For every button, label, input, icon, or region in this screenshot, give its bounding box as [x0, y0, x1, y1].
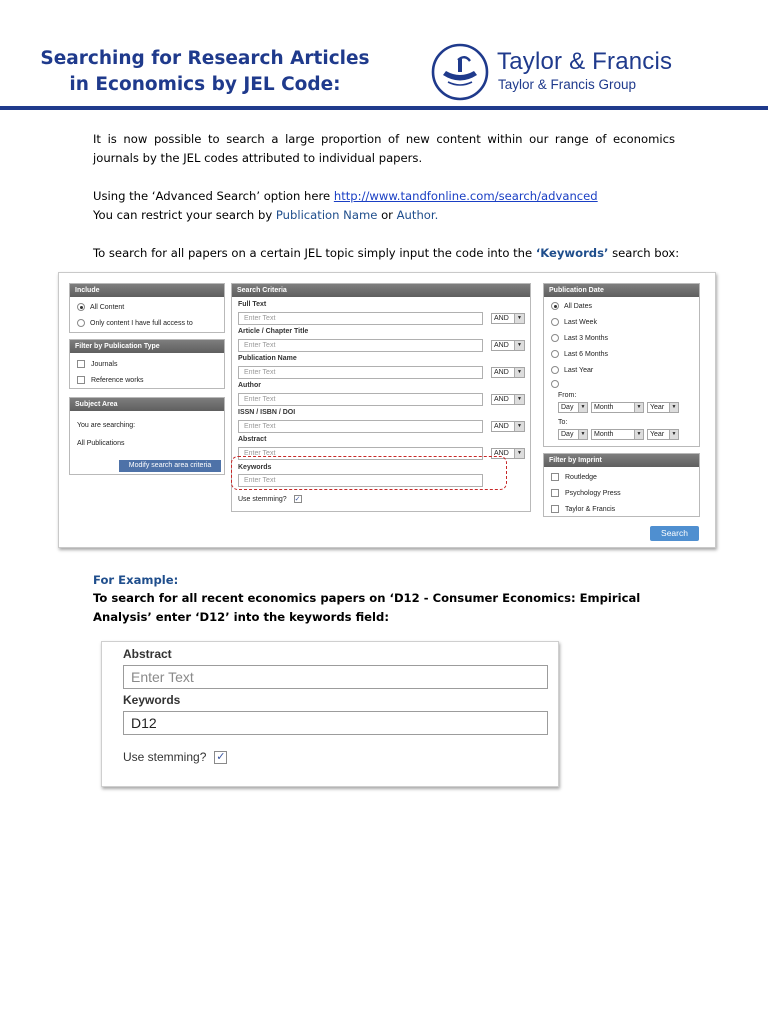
from-day-select[interactable]: Day ▼ — [558, 402, 588, 413]
radio-icon[interactable] — [551, 366, 559, 374]
keywords-prefix: To search for all papers on a certain JEL topic simply input the code into the — [93, 246, 536, 260]
checkbox-icon[interactable] — [551, 473, 559, 481]
taylor-francis-logo-icon — [430, 42, 490, 102]
keywords-term: ‘Keywords’ — [535, 246, 609, 260]
search-button[interactable]: Search — [650, 526, 699, 541]
issn-input[interactable]: Enter Text — [238, 420, 483, 433]
from-month-select[interactable]: Month ▼ — [591, 402, 644, 413]
checkbox-icon[interactable] — [77, 376, 85, 384]
publication-date-heading: Publication Date — [544, 284, 699, 297]
chevron-down-icon: ▼ — [578, 430, 587, 439]
date-to-label: To: — [558, 419, 568, 426]
advanced-search-screenshot — [58, 272, 716, 548]
imprint-panel — [543, 453, 700, 517]
chevron-down-icon: ▼ — [669, 403, 678, 412]
stemming-option[interactable]: Use stemming? ✓ — [238, 495, 301, 503]
chevron-down-icon: ▼ — [514, 449, 524, 458]
abstract-label: Abstract — [238, 436, 267, 443]
intro-paragraph: It is now possible to search a large proportion of new content within our range of economics journals by the JEL codes attributed to individual papers. — [93, 132, 675, 165]
title-input[interactable]: Enter Text — [238, 339, 483, 352]
title-line-2: in Economics by JEL Code: — [69, 74, 341, 95]
advanced-search-line — [93, 187, 675, 206]
subject-area-panel — [69, 397, 225, 475]
chevron-down-icon: ▼ — [634, 403, 643, 412]
example-heading: For Example: — [93, 573, 179, 587]
zoom-abstract-input[interactable]: Enter Text — [123, 665, 548, 689]
author-label: Author — [238, 382, 261, 389]
brand-name: Taylor & Francis — [497, 48, 673, 75]
subject-searching-value: All Publications — [77, 440, 125, 447]
publication-name-input[interactable]: Enter Text — [238, 366, 483, 379]
include-panel — [69, 283, 225, 333]
imprint-heading: Filter by Imprint — [544, 454, 699, 467]
checkbox-icon[interactable] — [551, 489, 559, 497]
pub-type-journals[interactable]: Journals — [77, 360, 117, 368]
title-line-1: Searching for Research Articles — [40, 48, 370, 69]
chevron-down-icon: ▼ — [634, 430, 643, 439]
keywords-zoom-screenshot — [101, 641, 559, 787]
to-year-select[interactable]: Year ▼ — [647, 429, 679, 440]
period: . — [434, 208, 439, 222]
checkmark-icon[interactable]: ✓ — [294, 496, 301, 503]
abstract-operator[interactable]: AND ▼ — [491, 448, 525, 459]
header-divider — [0, 106, 768, 110]
date-all[interactable]: All Dates — [551, 302, 592, 310]
or-word: or — [377, 208, 397, 222]
publication-name-label: Publication Name — [238, 355, 297, 362]
date-last-6-months[interactable]: Last 6 Months — [551, 350, 608, 358]
author-operator[interactable]: AND ▼ — [491, 394, 525, 405]
full-text-label: Full Text — [238, 301, 267, 308]
to-month-select[interactable]: Month ▼ — [591, 429, 644, 440]
radio-icon[interactable] — [551, 302, 559, 310]
author-input[interactable]: Enter Text — [238, 393, 483, 406]
pub-type-panel — [69, 339, 225, 389]
chevron-down-icon: ▼ — [578, 403, 587, 412]
chevron-down-icon: ▼ — [514, 314, 524, 323]
brand-group: Taylor & Francis Group — [498, 77, 637, 92]
zoom-abstract-label: Abstract — [123, 647, 172, 661]
radio-icon[interactable] — [551, 334, 559, 342]
publication-name-operator[interactable]: AND ▼ — [491, 367, 525, 378]
radio-icon[interactable] — [77, 319, 85, 327]
radio-icon[interactable] — [551, 380, 559, 388]
full-text-operator[interactable]: AND ▼ — [491, 313, 525, 324]
date-last-week[interactable]: Last Week — [551, 318, 597, 326]
document-title — [40, 46, 370, 98]
keywords-instruction — [93, 244, 693, 263]
advanced-search-link[interactable]: http://www.tandfonline.com/search/advanced — [333, 189, 598, 203]
subject-area-heading: Subject Area — [70, 398, 224, 411]
checkmark-icon[interactable]: ✓ — [216, 751, 226, 764]
keywords-label: Keywords — [238, 464, 272, 471]
imprint-taylor-francis[interactable]: Taylor & Francis — [551, 505, 615, 513]
issn-operator[interactable]: AND ▼ — [491, 421, 525, 432]
keywords-input[interactable]: Enter Text — [238, 474, 483, 487]
full-text-input[interactable]: Enter Text — [238, 312, 483, 325]
radio-icon[interactable] — [551, 318, 559, 326]
chevron-down-icon: ▼ — [514, 341, 524, 350]
title-operator[interactable]: AND ▼ — [491, 340, 525, 351]
imprint-routledge[interactable]: Routledge — [551, 473, 597, 481]
abstract-input[interactable]: Enter Text — [238, 447, 483, 460]
checkbox-icon[interactable] — [77, 360, 85, 368]
advanced-search-prefix: Using the ‘Advanced Search’ option here — [93, 189, 334, 203]
publication-name-term: Publication Name — [275, 208, 378, 222]
chevron-down-icon: ▼ — [514, 395, 524, 404]
to-day-select[interactable]: Day ▼ — [558, 429, 588, 440]
zoom-keywords-input[interactable]: D12 — [123, 711, 548, 735]
pub-type-heading: Filter by Publication Type — [70, 340, 224, 353]
date-last-year[interactable]: Last Year — [551, 366, 593, 374]
zoom-keywords-label: Keywords — [123, 693, 181, 707]
include-heading: Include — [70, 284, 224, 297]
keywords-suffix: search box: — [608, 246, 680, 260]
issn-label: ISSN / ISBN / DOI — [238, 409, 296, 416]
search-criteria-heading: Search Criteria — [232, 284, 530, 297]
zoom-stemming-option[interactable]: Use stemming? ✓ — [123, 750, 226, 764]
author-term: Author — [396, 208, 435, 222]
date-from-label: From: — [558, 392, 577, 399]
title-label: Article / Chapter Title — [238, 328, 309, 335]
document-header — [0, 0, 768, 112]
keywords-highlight — [231, 456, 507, 490]
date-last-3-months[interactable]: Last 3 Months — [551, 334, 608, 342]
modify-search-area-button[interactable]: Modify search area criteria — [119, 460, 221, 472]
from-year-select[interactable]: Year ▼ — [647, 402, 679, 413]
radio-icon[interactable] — [551, 350, 559, 358]
publication-date-panel — [543, 283, 700, 447]
example-text: To search for all recent economics papers on ‘D12 - Consumer Economics: Empirical Analysis’ enter ‘D12’ into the keywords field: — [93, 591, 641, 624]
radio-icon[interactable] — [77, 303, 85, 311]
checkbox-icon[interactable] — [551, 505, 559, 513]
include-all-content[interactable]: All Content — [77, 303, 124, 311]
include-full-access[interactable]: Only content I have full access to — [77, 319, 193, 327]
chevron-down-icon: ▼ — [514, 422, 524, 431]
imprint-psychology-press[interactable]: Psychology Press — [551, 489, 621, 497]
date-custom[interactable] — [551, 380, 564, 388]
subject-searching-label: You are searching: — [77, 422, 136, 429]
restrict-prefix: You can restrict your search by — [93, 208, 276, 222]
chevron-down-icon: ▼ — [669, 430, 678, 439]
chevron-down-icon: ▼ — [514, 368, 524, 377]
restrict-search-line — [93, 206, 675, 225]
pub-type-reference-works[interactable]: Reference works — [77, 376, 144, 384]
